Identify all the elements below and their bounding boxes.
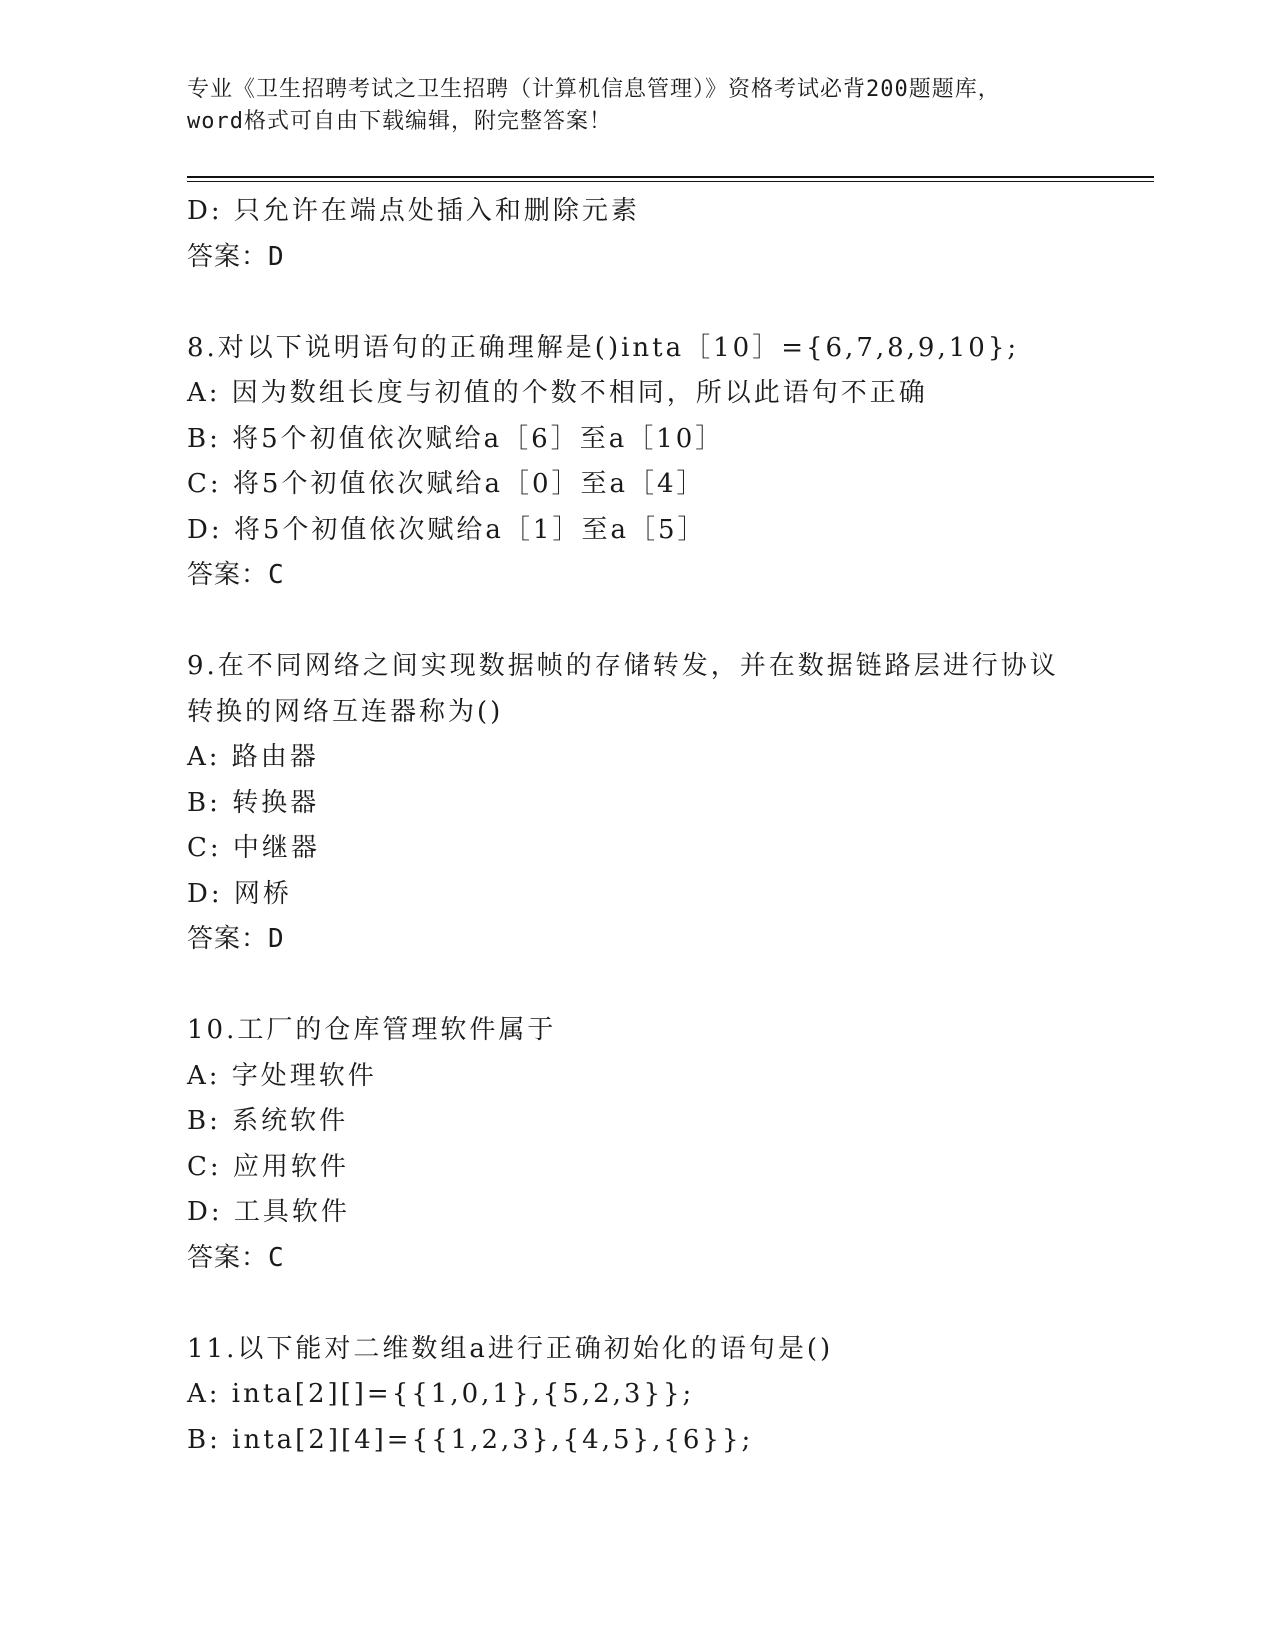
question-block-partial <box>187 189 1154 280</box>
spacer <box>187 963 1154 1009</box>
option-a: A: inta[2][]={{1,0,1},{5,2,3}}; <box>187 1379 695 1409</box>
header-divider-thick <box>187 176 1154 178</box>
spacer <box>187 599 1154 645</box>
option-d: D: 工具软件 <box>187 1197 350 1227</box>
question-text: 10.工厂的仓库管理软件属于 <box>187 1015 557 1045</box>
question-list <box>187 189 1154 1463</box>
answer-line: 答案：D <box>187 924 285 954</box>
option-c: C: 应用软件 <box>187 1151 349 1182</box>
document-header <box>187 74 1087 138</box>
option-b: B: 转换器 <box>187 787 320 818</box>
option-b: B: 将5个初值依次赋给a［6］至a［10］ <box>187 423 725 454</box>
option-b: B: inta[2][4]={{1,2,3},{4,5},{6}}; <box>187 1424 754 1455</box>
question-text: 9.在不同网络之间实现数据帧的存储转发，并在数据链路层进行协议 <box>187 651 1059 681</box>
option-b: B: 系统软件 <box>187 1106 349 1136</box>
question-text: 8.对以下说明语句的正确理解是()inta［10］={6,7,8,9,10}; <box>187 332 1020 363</box>
question-block-11 <box>187 1327 1154 1464</box>
question-block-9 <box>187 644 1154 963</box>
header-title-line-1: 专业《卫生招聘考试之卫生招聘（计算机信息管理）》资格考试必背200题题库， <box>187 77 1001 102</box>
answer-line: 答案：C <box>187 560 285 590</box>
question-text: 11.以下能对二维数组a进行正确初始化的语句是() <box>187 1333 834 1364</box>
header-title-line-2: word格式可自由下载编辑，附完整答案！ <box>187 109 612 134</box>
question-text-continued: 转换的网络互连器称为() <box>187 696 504 727</box>
option-a: A: 路由器 <box>187 742 319 772</box>
question-block-8 <box>187 326 1154 599</box>
spacer <box>187 1281 1154 1327</box>
answer-line: 答案：D <box>187 241 285 272</box>
option-c: C: 中继器 <box>187 833 320 863</box>
option-d: D: 将5个初值依次赋给a［1］至a［5］ <box>187 514 707 545</box>
option-d: D: 只允许在端点处插入和删除元素 <box>187 196 640 226</box>
option-a: A: 字处理软件 <box>187 1060 377 1091</box>
option-c: C: 将5个初值依次赋给a［0］至a［4］ <box>187 469 706 499</box>
answer-line: 答案：C <box>187 1242 285 1273</box>
spacer <box>187 280 1154 326</box>
header-divider-thin <box>187 181 1154 182</box>
question-block-10 <box>187 1008 1154 1281</box>
option-d: D: 网桥 <box>187 878 292 909</box>
option-a: A: 因为数组长度与初值的个数不相同，所以此语句不正确 <box>187 378 928 408</box>
